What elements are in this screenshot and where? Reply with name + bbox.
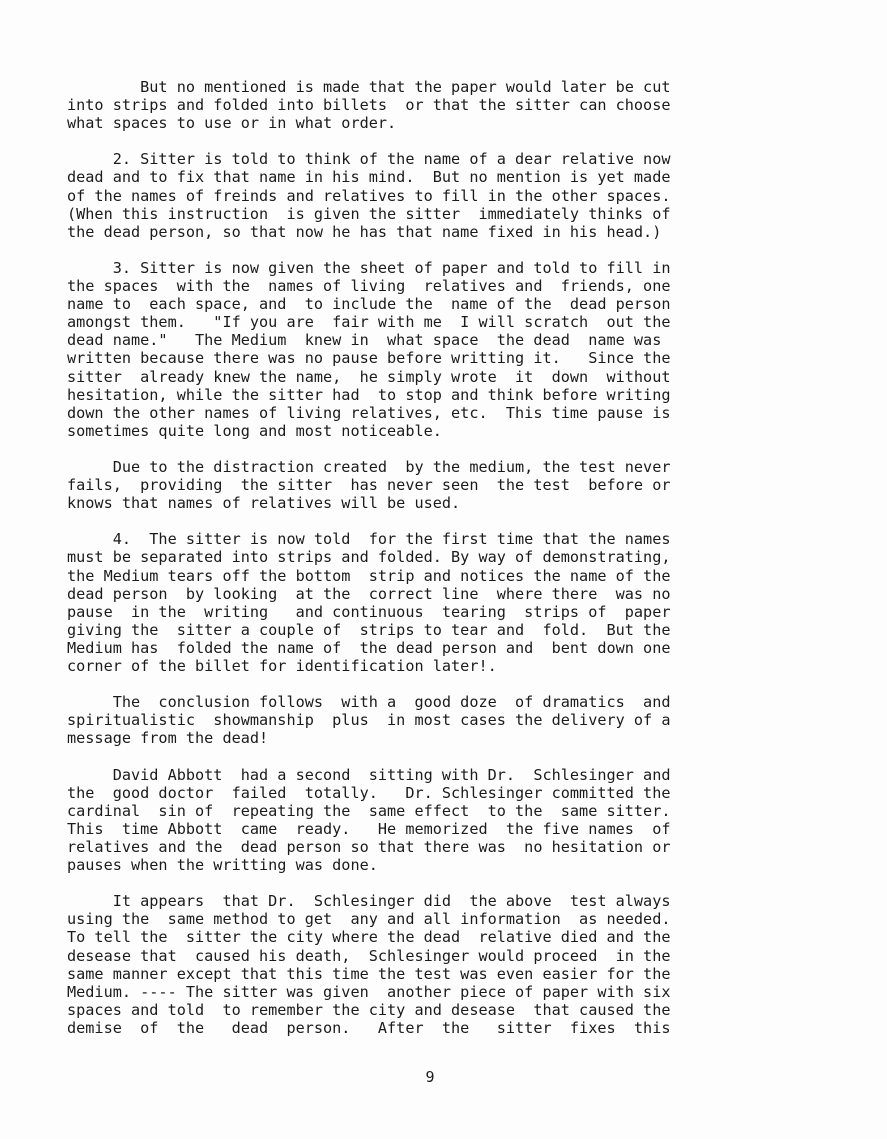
text-line: amongst them. "If you are fair with me I will scratch out the [67, 313, 671, 332]
text-line: spaces and told to remember the city and desease that caused the [67, 1000, 671, 1019]
text-line: the dead person, so that now he has that name fixed in his head.) [67, 222, 662, 241]
text-line: of the names of freinds and relatives to fill in the other spaces. [67, 186, 671, 205]
text-line: 3. Sitter is now given the sheet of paper and told to fill in [67, 258, 671, 277]
text-line: demise of the dead person. After the sitter fixes this [67, 1018, 671, 1037]
text-line: But no mentioned is made that the paper would later be cut [67, 78, 671, 96]
text-line: spiritualistic showmanship plus in most cases the delivery of a [67, 711, 671, 730]
paragraph [67, 693, 787, 747]
page-number: 9 [425, 1068, 435, 1086]
text-line: cardinal sin of repeating the same effect to the same sitter. [67, 801, 671, 820]
text-line: sitter already knew the name, he simply wrote it down without [67, 367, 671, 386]
text-line: the Medium tears off the bottom strip and notices the name of the [67, 566, 671, 585]
text-line: fails, providing the sitter has never seen the test before or [67, 476, 671, 495]
paragraph [67, 530, 787, 675]
paragraph [67, 766, 787, 875]
text-line: must be separated into strips and folded. By way of demonstrating, [67, 548, 671, 567]
text-line: pauses when the writting was done. [67, 856, 378, 875]
text-line: the good doctor failed totally. Dr. Schlesinger committed the [67, 783, 671, 802]
text-line: David Abbott had a second sitting with Dr. Schlesinger and [67, 765, 671, 784]
text-line: dead person by looking at the correct line where there was no [67, 584, 671, 603]
paragraph [67, 458, 787, 512]
text-line: 4. The sitter is now told for the first time that the names [67, 530, 671, 549]
document-body [67, 78, 787, 1037]
text-line: name to each space, and to include the name of the dead person [67, 295, 671, 314]
text-line: The conclusion follows with a good doze of dramatics and [67, 693, 671, 712]
text-line: (When this instruction is given the sitter immediately thinks of [67, 204, 671, 223]
text-line: written because there was no pause before writting it. Since the [67, 349, 671, 368]
text-line: corner of the billet for identification later!. [67, 657, 497, 675]
text-line: relatives and the dead person so that there was no hesitation or [67, 837, 671, 856]
paragraph [67, 259, 787, 440]
text-line: using the same method to get any and all information as needed. [67, 910, 671, 929]
text-line: the spaces with the names of living relatives and friends, one [67, 277, 671, 296]
text-line: To tell the sitter the city where the dead relative died and the [67, 928, 671, 947]
paragraph [67, 78, 787, 132]
text-line: what spaces to use or in what order. [67, 114, 397, 133]
text-line: giving the sitter a couple of strips to tear and fold. But the [67, 620, 671, 639]
paragraph [67, 150, 787, 240]
text-line: Medium has folded the name of the dead person and bent down one [67, 638, 671, 657]
text-line: pause in the writing and continuous tearing strips of paper [67, 602, 671, 621]
text-line: dead and to fix that name in his mind. But no mention is yet made [67, 168, 671, 187]
text-line: Due to the distraction created by the medium, the test never [67, 457, 671, 476]
text-line: hesitation, while the sitter had to stop and think before writing [67, 385, 671, 404]
text-line: knows that names of relatives will be used. [67, 494, 461, 513]
text-line: sometimes quite long and most noticeable. [67, 421, 442, 440]
paragraph [67, 892, 787, 1037]
text-line: message from the dead! [67, 729, 269, 748]
text-line: desease that caused his death, Schlesinger would proceed in the [67, 946, 671, 965]
text-line: It appears that Dr. Schlesinger did the above test always [67, 892, 671, 911]
text-line: 2. Sitter is told to think of the name of a dear relative now [67, 150, 671, 169]
text-line: same manner except that this time the test was even easier for the [67, 964, 671, 983]
text-line: dead name." The Medium knew in what space the dead name was [67, 331, 662, 350]
text-line: into strips and folded into billets or that the sitter can choose [67, 96, 671, 115]
text-line: down the other names of living relatives, etc. This time pause is [67, 403, 671, 422]
text-line: Medium. ---- The sitter was given another piece of paper with six [67, 982, 671, 1001]
text-line: This time Abbott came ready. He memorized the five names of [67, 819, 671, 838]
